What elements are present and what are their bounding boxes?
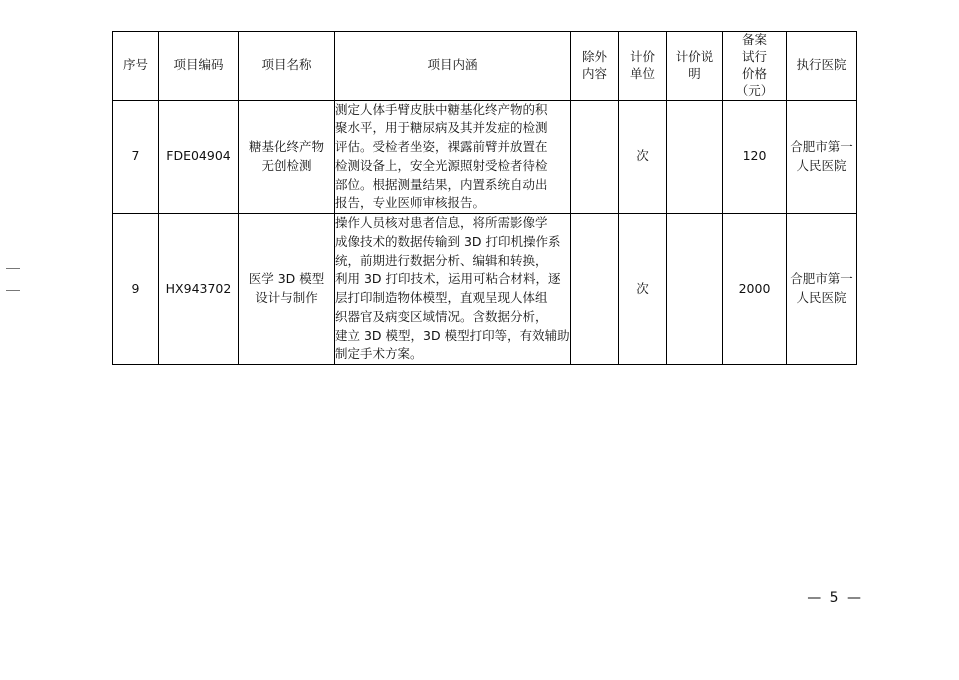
cell-content: 操作人员核对患者信息，将所需影像学 成像技术的数据传输到 3D 打印机操作系 统，前期进行数据分析、编辑和转换， 利用 3D 打印技术，运用可粘合材料，逐 层打印制造物体模型，直观呈现人体组 织器官及病变区域情况。含数据分析， 建立 3D 模型，3D 模型打印等，有效辅助 制定手术方案。	[335, 214, 571, 365]
cell-code: FDE04904	[159, 100, 239, 214]
cell-hospital-line: 人民医院	[796, 157, 847, 173]
cell-name	[239, 214, 335, 365]
column-header-seq: 序号	[113, 32, 159, 101]
column-header-name: 项目名称	[239, 32, 335, 101]
page-number: — 5 —	[807, 590, 863, 606]
cell-hospital-line: 合肥市第一	[790, 139, 853, 154]
cell-hospital-line: 合肥市第一	[790, 271, 853, 287]
cell-name	[239, 100, 335, 214]
cell-name-line: 设计与制作	[255, 290, 318, 305]
cell-exclude	[571, 214, 619, 365]
table-row	[113, 100, 857, 214]
cell-note	[667, 100, 723, 214]
cell-content: 测定人体手臂皮肤中糖基化终产物的积 聚水平，用于糖尿病及其并发症的检测 评估。受检者坐姿，裸露前臂并放置在 检测设备上，安全光源照射受检者待检 部位。根据测量结果，内置系统自动出 报告，专业医师审核报告。	[335, 100, 571, 214]
cell-hospital	[787, 214, 857, 365]
column-header-price: 备案 试行 价格 （元）	[723, 32, 787, 101]
column-header-content: 项目内涵	[335, 32, 571, 101]
table-row	[113, 214, 857, 365]
margin-tick-mark-top	[6, 268, 20, 269]
cell-seq: 9	[113, 214, 159, 365]
cell-name-line: 医学 3D 模型	[248, 271, 325, 287]
cell-unit: 次	[619, 214, 667, 365]
cell-exclude	[571, 100, 619, 214]
cell-hospital	[787, 100, 857, 214]
cell-price: 2000	[723, 214, 787, 365]
column-header-unit: 计价 单位	[619, 32, 667, 101]
cell-name-line: 无创检测	[261, 157, 312, 173]
cell-price: 120	[723, 100, 787, 214]
cell-note	[667, 214, 723, 365]
medical-service-price-table	[112, 31, 857, 365]
cell-hospital-line: 人民医院	[796, 290, 847, 305]
column-header-hospital: 执行医院	[787, 32, 857, 101]
table-header-row	[113, 32, 857, 101]
column-header-exclude: 除外 内容	[571, 32, 619, 101]
margin-tick-mark-bottom	[6, 290, 20, 291]
cell-code: HX943702	[159, 214, 239, 365]
cell-unit: 次	[619, 100, 667, 214]
column-header-code: 项目编码	[159, 32, 239, 101]
cell-name-line: 糖基化终产物	[248, 139, 324, 154]
column-header-note: 计价说 明	[667, 32, 723, 101]
cell-seq: 7	[113, 100, 159, 214]
